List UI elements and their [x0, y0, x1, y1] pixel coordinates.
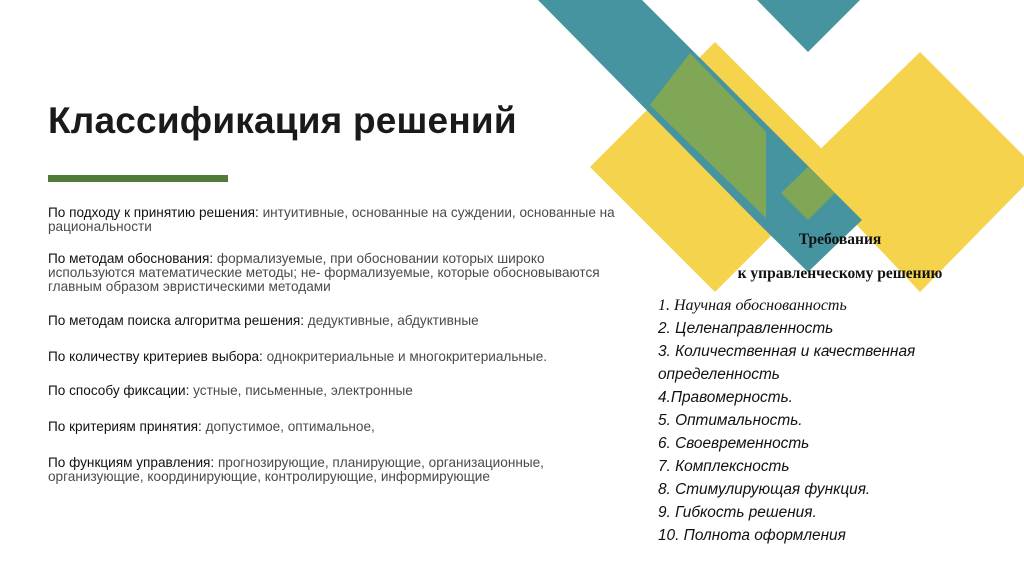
- classification-item-head: По методам поиска алгоритма решения:: [48, 313, 305, 328]
- requirements-title-line1: Требования: [798, 231, 882, 248]
- classification-item: [48, 350, 628, 364]
- classification-item: [48, 384, 628, 398]
- requirement-item: определенность: [658, 366, 780, 383]
- requirement-item: 1. Научная обоснованность: [658, 297, 847, 314]
- requirement-item: 10. Полнота оформления: [658, 527, 846, 544]
- classification-item-head: По способу фиксации:: [48, 383, 190, 398]
- classification-item-body: дедуктивные, абдуктивные: [304, 313, 479, 328]
- requirement-item: 3. Количественная и качественная: [658, 343, 916, 360]
- classification-item: [48, 252, 628, 294]
- requirement-item: 5. Оптимальность.: [658, 412, 803, 429]
- classification-item-body: однокритериальные и многокритериальные.: [262, 349, 548, 364]
- teal-top-triangle: [757, 0, 860, 52]
- slide-title: Классификация решений: [48, 100, 517, 141]
- classification-item: [48, 314, 628, 328]
- requirement-item: 4.Правомерность.: [658, 389, 793, 406]
- classification-item-head: По функциям управления:: [48, 455, 215, 470]
- requirement-item: 9. Гибкость решения.: [658, 504, 817, 521]
- classification-item-body: формализуемые, при обосновании которых широко используются математические методы; не- формализуемые, которые обосновываются главным образом эвристическими методами: [48, 251, 600, 294]
- requirement-item: 7. Комплексность: [658, 458, 790, 475]
- classification-item-body: допустимое, оптимальное,: [201, 419, 375, 434]
- classification-list: [48, 206, 628, 484]
- requirement-item: 8. Стимулирующая функция.: [658, 481, 871, 498]
- classification-item-body: интуитивные, основанные на суждении, основанные на рациональности: [48, 205, 615, 234]
- classification-item: [48, 420, 628, 434]
- yellow-diamond-right: [802, 52, 1024, 292]
- requirements-title-line2: к управленческому решению: [737, 265, 943, 282]
- requirement-item: 6. Своевременность: [658, 435, 810, 452]
- classification-item-head: По методам обоснования:: [48, 251, 214, 266]
- classification-item: [48, 456, 628, 484]
- title-accent-bar: [48, 175, 228, 182]
- requirement-item: 2. Целенаправленность: [658, 320, 834, 337]
- classification-item-body: устные, письменные, электронные: [189, 383, 413, 398]
- classification-item-head: По подходу к принятию решения:: [48, 205, 259, 220]
- classification-item: [48, 206, 628, 234]
- requirements-list: [658, 294, 998, 547]
- classification-item-head: По критериям принятия:: [48, 419, 202, 434]
- classification-item-head: По количеству критериев выбора:: [48, 349, 263, 364]
- classification-item-body: прогнозирующие, планирующие, организационные, организующие, координирующие, контролирующие, информирующие: [48, 455, 544, 484]
